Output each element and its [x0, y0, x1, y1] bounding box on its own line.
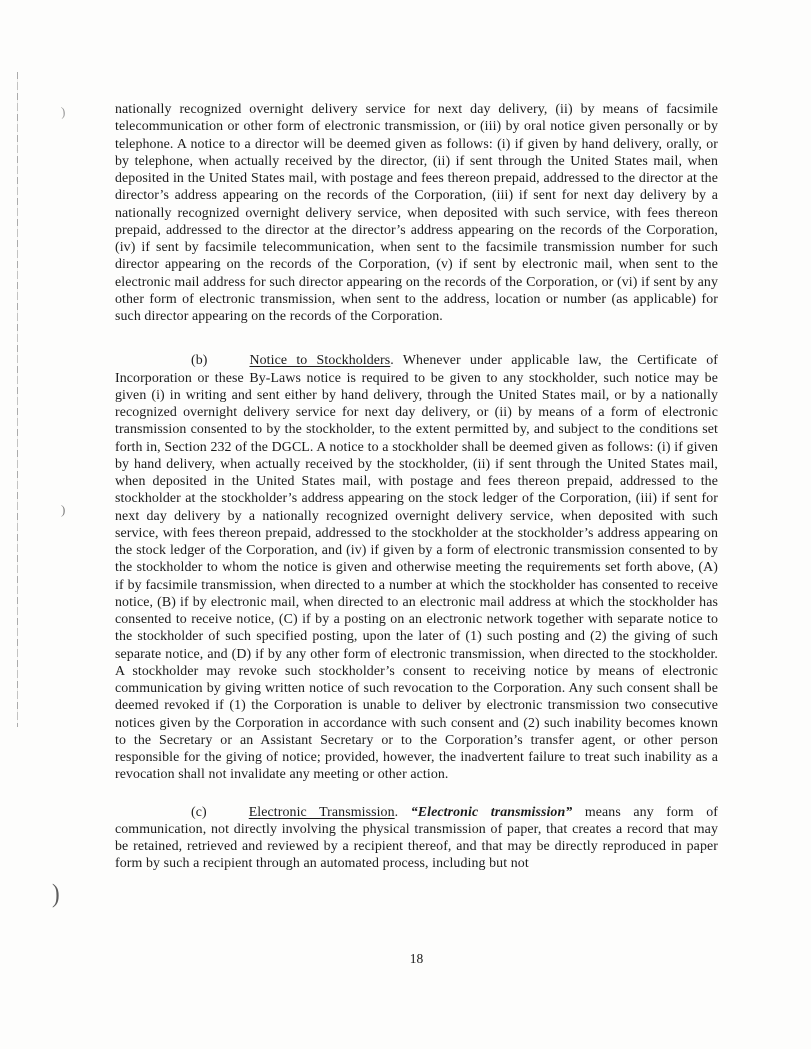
margin-mark-bottom: ) [52, 879, 60, 908]
section-c-body: means any form of communication, not directly involving the physical transmission of paper, that creates a record that may be retained, retrieved and reviewed by a recipient thereof, and that may be directly reproduced in paper form by such a recipient through an automated process, including but not [115, 804, 718, 872]
paragraph-notice-to-stockholders [115, 352, 718, 783]
paragraph-electronic-transmission [115, 804, 718, 873]
page-number: 18 [409, 951, 424, 966]
section-b-heading-period: . [390, 353, 403, 369]
margin-mark-middle: ) [61, 502, 66, 517]
defined-term-electronic-transmission: “Electronic transmission” [410, 804, 573, 820]
scan-artifact-vertical-line [17, 72, 18, 727]
section-b-body: Whenever under applicable law, the Certificate of Incorporation or these By-Laws notice is required to be given to any stockholder, such notice may be given (i) in writing and sent either by hand delivery, through the United States mail, or by a nationally recognized overnight delivery service for next day delivery, or (ii) by means of a form of electronic transmission consented to by the stockholder, to the extent permitted by, and subject to the conditions set forth in, Section 232 of the DGCL. A notice to a stockholder shall be deemed given as follows: (i) if given by hand delivery, when actually received by the stockholder, (ii) if sent through the United States mail, when deposited in the United States mail, with postage and fees thereon prepaid, addressed to the stockholder at the stockholder’s address appearing on the stock ledger of the Corporation, (iii) if sent for next day delivery by a nationally recognized overnight delivery service, when deposited with such service, with fees thereon prepaid, addressed to the stockholder at the stockholder’s address appearing on the stock ledger of the Corporation, and (iv) if given by a form of electronic transmission consented to by the stockholder to whom the notice is given and otherwise meeting the requirements set forth above, (A) if by facsimile transmission, when directed to a number at which the stockholder has consented to receive notice, (B) if by electronic mail, when directed to an electronic mail address at which the stockholder has consented to receive notice, (C) if by a posting on an electronic network together with separate notice to the stockholder of such specified posting, upon the later of (1) such posting and (2) the giving of such separate notice, and (D) if by any other form of electronic transmission, when directed to the stockholder. A stockholder may revoke such stockholder’s consent to receiving notice by means of electronic communication by giving written notice of such revocation to the Corporation. Any such consent shall be deemed revoked if (1) the Corporation is unable to deliver by electronic transmission two consecutive notices given by the Corporation in accordance with such consent and (2) such inability becomes known to the Secretary or an Assistant Secretary or to the Corporation’s transfer agent, or other person responsible for the giving of notice; provided, however, the inadvertent failure to treat such inability as a revocation shall not invalidate any meeting or other action. [115, 353, 718, 783]
section-b-heading: Notice to Stockholders [249, 353, 391, 369]
section-b-label: (b) [191, 353, 208, 369]
section-c-heading: Electronic Transmission [248, 804, 395, 820]
paragraph-notice-to-directors-continuation: nationally recognized overnight delivery service for next day delivery, (ii) by means of facsimile telecommunication or other form of electronic transmission, or (iii) by oral notice given personally or by telephone. A notice to a director will be deemed given as follows: (i) if given by hand delivery, orally, or by telephone, when actually received by the director, (ii) if sent through the United States mail, when deposited in the United States mail, with postage and fees thereon prepaid, addressed to the director at the director’s address appearing on the records of the Corporation, (iii) if sent for next day delivery by a nationally recognized overnight delivery service, when deposited with such service, with fees thereon prepaid, addressed to the director at the director’s address appearing on the records of the Corporation, (iv) if sent by facsimile telecommunication, when sent to the facsimile transmission number for such director appearing on the records of the Corporation, (v) if sent by electronic mail, when sent to the electronic mail address for such director appearing on the records of the Corporation, or (vi) if sent by any other form of electronic transmission, when sent to the address, location or number (as applicable) for such director appearing on the records of the Corporation. [115, 102, 718, 324]
text-block [115, 101, 718, 873]
section-c-heading-period: . [394, 804, 411, 820]
margin-mark-top: ) [60, 103, 66, 120]
section-c-label: (c) [191, 804, 207, 820]
